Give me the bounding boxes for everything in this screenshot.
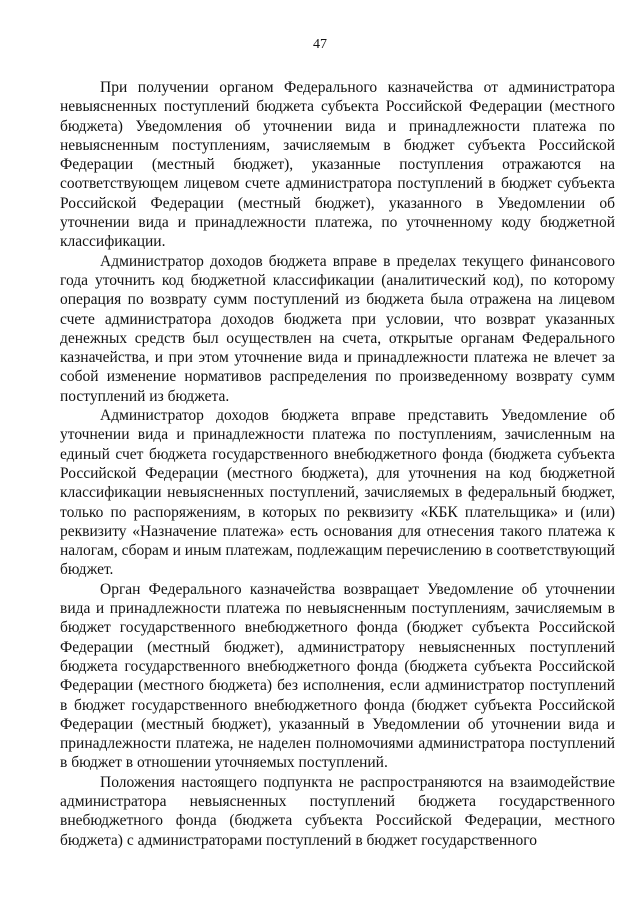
page-number: 47	[313, 37, 327, 52]
paragraph-5: Положения настоящего подпункта не распространяются на взаимодействие администратора невыясненных поступлений бюджета государственного внебюджетного фонда (бюджета субъекта Российской Федерации, местного бюджета) с администраторами поступлений в бюджет государственного	[60, 773, 615, 849]
body-text	[60, 78, 615, 850]
paragraph-3: Администратор доходов бюджета вправе представить Уведомление об уточнении вида и принадлежности платежа по поступлениям, зачисленным на единый счет бюджета государственного внебюджетного фонда (бюджета субъекта Российской Федерации (местного бюджета), для уточнения на код бюджетной классификации невыясненных поступлений, зачисляемых в федеральный бюджет, только по распоряжениям, в которых по реквизиту «КБК плательщика» и (или) реквизиту «Назначение платежа» есть основания для отнесения такого платежа к налогам, сборам и иным платежам, подлежащим перечислению в соответствующий бюджет.	[60, 407, 615, 579]
paragraph-4: Орган Федерального казначейства возвращает Уведомление об уточнении вида и принадлежности платежа по невыясненным поступлениям, зачисляемым в бюджет государственного внебюджетного фонда (бюджет субъекта Российской Федерации (местный бюджет), администратору невыясненных поступлений бюджета государственного внебюджетного фонда (бюджета субъекта Российской Федерации (местного бюджета) без исполнения, если администратор поступлений в бюджет государственного внебюджетного фонда (бюджет субъекта Российской Федерации (местный бюджет), указанный в Уведомлении об уточнении вида и принадлежности платежа, не наделен полномочиями администратора поступлений в бюджет в отношении уточняемых поступлений.	[60, 580, 615, 772]
paragraph-1: При получении органом Федерального казначейства от администратора невыясненных поступлений бюджета субъекта Российской Федерации (местного бюджета) Уведомления об уточнении вида и принадлежности платежа по невыясненным поступлениям, зачисляемым в бюджет субъекта Российской Федерации (местный бюджет), указанные поступления отражаются на соответствующем лицевом счете администратора поступлений в бюджет субъекта Российской Федерации (местный бюджет), указанного в Уведомлении об уточнении вида и принадлежности платежа, по уточненному коду бюджетной классификации.	[60, 79, 615, 251]
paragraph-2: Администратор доходов бюджета вправе в пределах текущего финансового года уточнить код бюджетной классификации (аналитический код), по которому операция по возврату сумм поступлений из бюджета была отражена на лицевом счете администратора доходов бюджета при условии, что возврат указанных денежных средств был осуществлен на счета, открытые органам Федерального казначейства, и при этом уточнение вида и принадлежности платежа не влечет за собой изменение нормативов распределения по произведенному возврату сумм поступлений из бюджета.	[60, 252, 615, 405]
